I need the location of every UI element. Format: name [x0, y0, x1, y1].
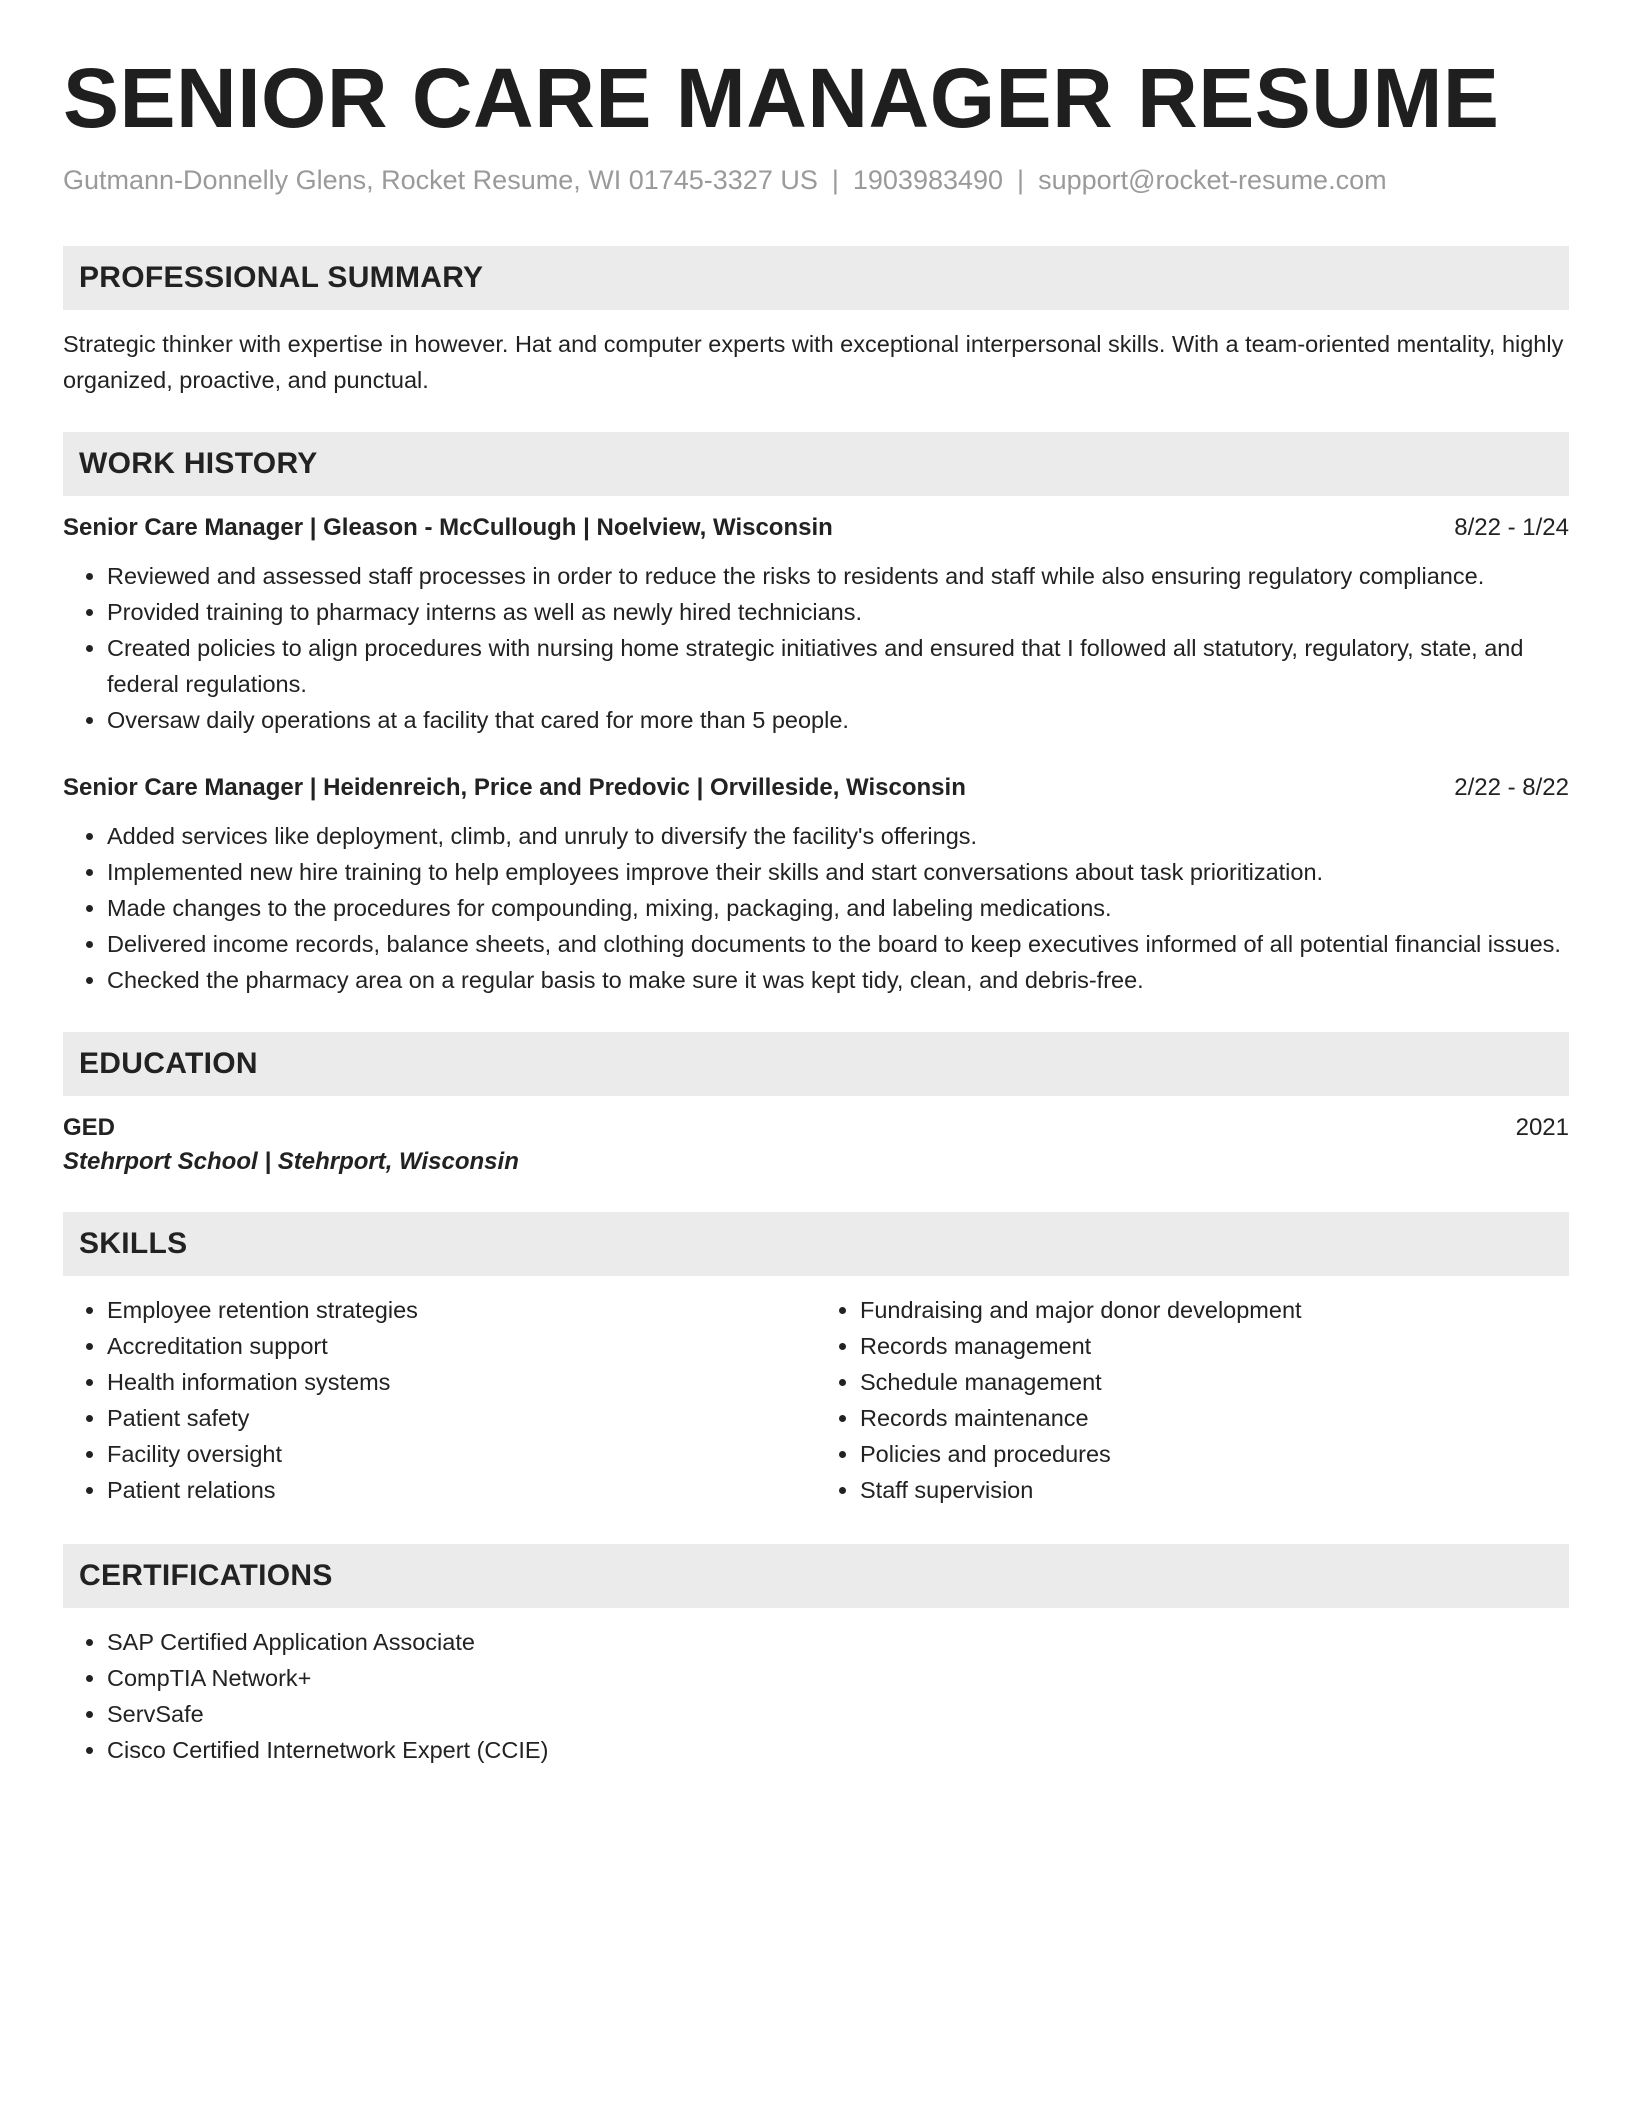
section-header-work-history: WORK HISTORY — [63, 432, 1569, 496]
contact-line — [63, 165, 1569, 196]
certification-item: • SAP Certified Application Associate — [107, 1624, 1569, 1660]
job-bullets — [63, 558, 1569, 738]
skill-item: • Patient relations — [107, 1472, 816, 1508]
list-item: • Created policies to align procedures with nursing home strategic initiatives and ensured that I followed all statutory, regulatory, state, and federal regulations. — [107, 630, 1569, 702]
education-row — [63, 1114, 1569, 1142]
list-item: • Reviewed and assessed staff processes in order to reduce the risks to residents and staff while also ensuring regulatory compliance. — [107, 558, 1569, 594]
education-degree: GED — [63, 1113, 116, 1141]
certification-item: • ServSafe — [107, 1696, 1569, 1732]
contact-phone: 1903983490 — [852, 164, 1004, 195]
certifications-list — [63, 1624, 1569, 1768]
job-dates: 8/22 - 1/24 — [1454, 513, 1569, 541]
skills-list-left — [63, 1292, 816, 1508]
list-item: • Oversaw daily operations at a facility that cared for more than 5 people. — [107, 702, 1569, 738]
contact-email: support@rocket-resume.com — [1038, 164, 1387, 195]
section-header-skills: SKILLS — [63, 1212, 1569, 1276]
section-header-education: EDUCATION — [63, 1032, 1569, 1096]
list-item: • Delivered income records, balance sheets, and clothing documents to the board to keep executives informed of all potential financial issues. — [107, 926, 1569, 962]
contact-separator: | — [831, 164, 839, 195]
skill-item: • Facility oversight — [107, 1436, 816, 1472]
job-bullets — [63, 818, 1569, 998]
section-header-certifications: CERTIFICATIONS — [63, 1544, 1569, 1608]
job-title: Senior Care Manager | Heidenreich, Price and Predovic | Orvilleside, Wisconsin — [63, 773, 966, 801]
list-item: • Made changes to the procedures for compounding, mixing, packaging, and labeling medications. — [107, 890, 1569, 926]
contact-address: Gutmann-Donnelly Glens, Rocket Resume, WI 01745-3327 US — [63, 164, 818, 195]
list-item: • Implemented new hire training to help employees improve their skills and start conversations about task prioritization. — [107, 854, 1569, 890]
skill-item: • Accreditation support — [107, 1328, 816, 1364]
page-title: SENIOR CARE MANAGER RESUME — [63, 51, 1500, 145]
education-year: 2021 — [1515, 1113, 1569, 1141]
list-item: • Provided training to pharmacy interns as well as newly hired technicians. — [107, 594, 1569, 630]
list-item: • Added services like deployment, climb, and unruly to diversify the facility's offerings. — [107, 818, 1569, 854]
skill-item: • Patient safety — [107, 1400, 816, 1436]
certification-item: • Cisco Certified Internetwork Expert (CCIE) — [107, 1732, 1569, 1768]
skill-item: • Fundraising and major donor development — [860, 1292, 1569, 1328]
job-header — [63, 774, 1569, 802]
job-dates: 2/22 - 8/22 — [1454, 773, 1569, 801]
skill-item: • Records management — [860, 1328, 1569, 1364]
job-header — [63, 514, 1569, 542]
contact-separator: | — [1017, 164, 1025, 195]
skills-list-right — [816, 1292, 1569, 1508]
skills-columns — [63, 1292, 1569, 1508]
skill-item: • Records maintenance — [860, 1400, 1569, 1436]
section-header-summary: PROFESSIONAL SUMMARY — [63, 246, 1569, 310]
summary-text: Strategic thinker with expertise in however. Hat and computer experts with exceptional interpersonal skills. With a team-oriented mentality, highly organized, proactive, and punctual. — [63, 330, 1564, 393]
skill-item: • Employee retention strategies — [107, 1292, 816, 1328]
skill-item: • Policies and procedures — [860, 1436, 1569, 1472]
skill-item: • Schedule management — [860, 1364, 1569, 1400]
job-title: Senior Care Manager | Gleason - McCullough | Noelview, Wisconsin — [63, 513, 833, 541]
skill-item: • Health information systems — [107, 1364, 816, 1400]
education-school: Stehrport School | Stehrport, Wisconsin — [63, 1147, 519, 1175]
certification-item: • CompTIA Network+ — [107, 1660, 1569, 1696]
list-item: • Checked the pharmacy area on a regular basis to make sure it was kept tidy, clean, and debris-free. — [107, 962, 1569, 998]
skill-item: • Staff supervision — [860, 1472, 1569, 1508]
